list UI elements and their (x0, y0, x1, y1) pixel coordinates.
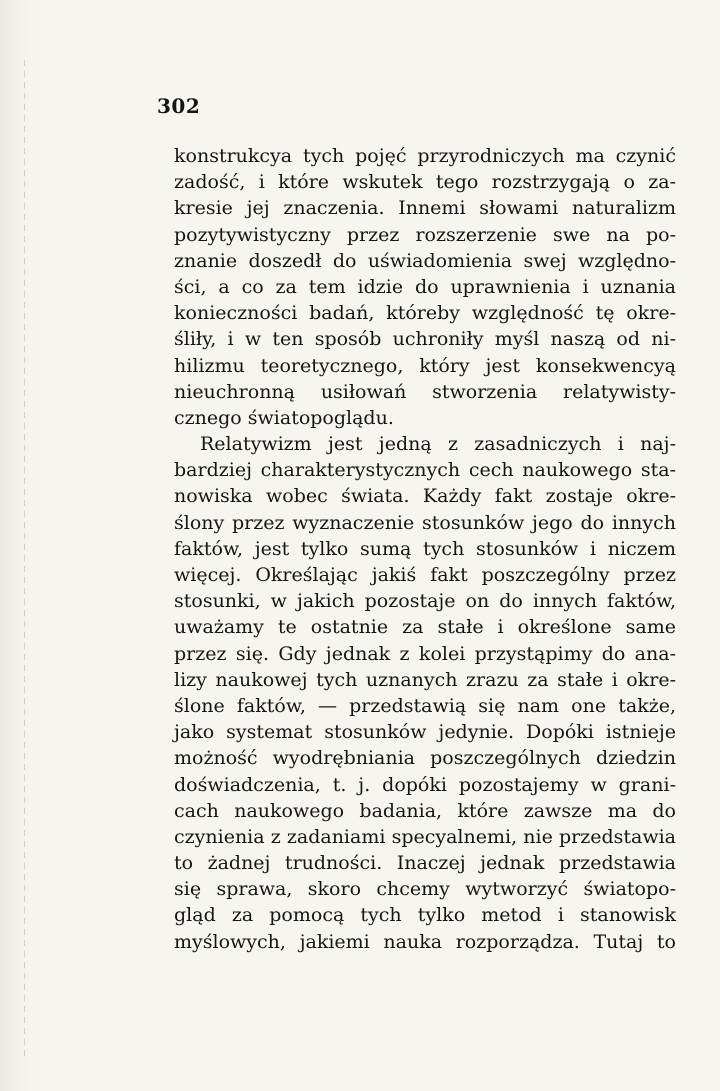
text-line: lizy naukowej tych uznanych zrazu za stałe i okre- (174, 668, 676, 691)
text-line: zadość, i które wskutek tego rozstrzygają o za- (174, 171, 676, 194)
text-line: więcej. Określając jakiś fakt poszczególny przez (174, 564, 676, 586)
text-line: bardziej charakterystycznych cech naukowego sta- (174, 459, 676, 482)
text-line: się sprawa, skoro chcemy wytworzyć światopo- (174, 878, 676, 901)
text-line: doświadczenia, t. j. dopóki pozostajemy w grani- (174, 773, 676, 796)
text-line: pozytywistyczny przez rozszerzenie swe na po- (174, 223, 676, 246)
page-number: 302 (157, 94, 201, 118)
text-line: faktów, jest tylko sumą tych stosunków i niczem (174, 537, 676, 560)
text-line: cznego światopoglądu. (174, 406, 394, 429)
text-line: cach naukowego badania, które zawsze ma do (174, 799, 676, 822)
text-line: stosunki, w jakich pozostaje on do innych faktów, (174, 590, 676, 613)
body-text (174, 143, 676, 955)
text-line: nowiska wobec świata. Każdy fakt zostaje okre- (174, 485, 676, 508)
text-line: znanie doszedł do uświadomienia swej względno- (174, 249, 676, 272)
text-line: to żadnej trudności. Inaczej jednak przedstawia (174, 852, 676, 875)
text-line: myślowych, jakiemi nauka rozporządza. Tutaj to (174, 930, 676, 953)
text-line: ślony przez wyznaczenie stosunków jego do innych (174, 511, 676, 534)
text-line: gląd za pomocą tych tylko metod i stanowisk (174, 904, 676, 927)
text-line: kresie jej znaczenia. Innemi słowami naturalizm (174, 197, 676, 220)
text-line: uważamy te ostatnie za stałe i określone same (174, 616, 676, 639)
gutter-shadow-line (24, 60, 25, 1060)
text-line: konstrukcya tych pojęć przyrodniczych ma czynić (174, 145, 676, 167)
text-line: konieczności badań, któreby względność tę okre- (174, 302, 676, 325)
text-line: ści, a co za tem idzie do uprawnienia i uznania (174, 275, 676, 298)
text-line: śliły, i w ten sposób uchroniły myśl naszą od ni- (174, 328, 676, 351)
text-line: przez się. Gdy jednak z kolei przystąpimy do ana- (174, 642, 676, 665)
text-line: ślone faktów, — przedstawią się nam one także, (174, 694, 676, 717)
text-line: czynienia z zadaniami specyalnemi, nie przedstawia (174, 825, 676, 848)
text-line: nieuchronną usiłowań stworzenia relatywisty- (174, 380, 676, 403)
text-line: Relatywizm jest jedną z zasadniczych i naj- (200, 433, 676, 456)
text-line: jako systemat stosunków jedynie. Dopóki istnieje (174, 721, 676, 744)
text-line: hilizmu teoretycznego, który jest konsekwencyą (174, 354, 676, 377)
page-gutter (0, 0, 44, 1091)
text-line: możność wyodrębniania poszczególnych dziedzin (174, 747, 676, 770)
